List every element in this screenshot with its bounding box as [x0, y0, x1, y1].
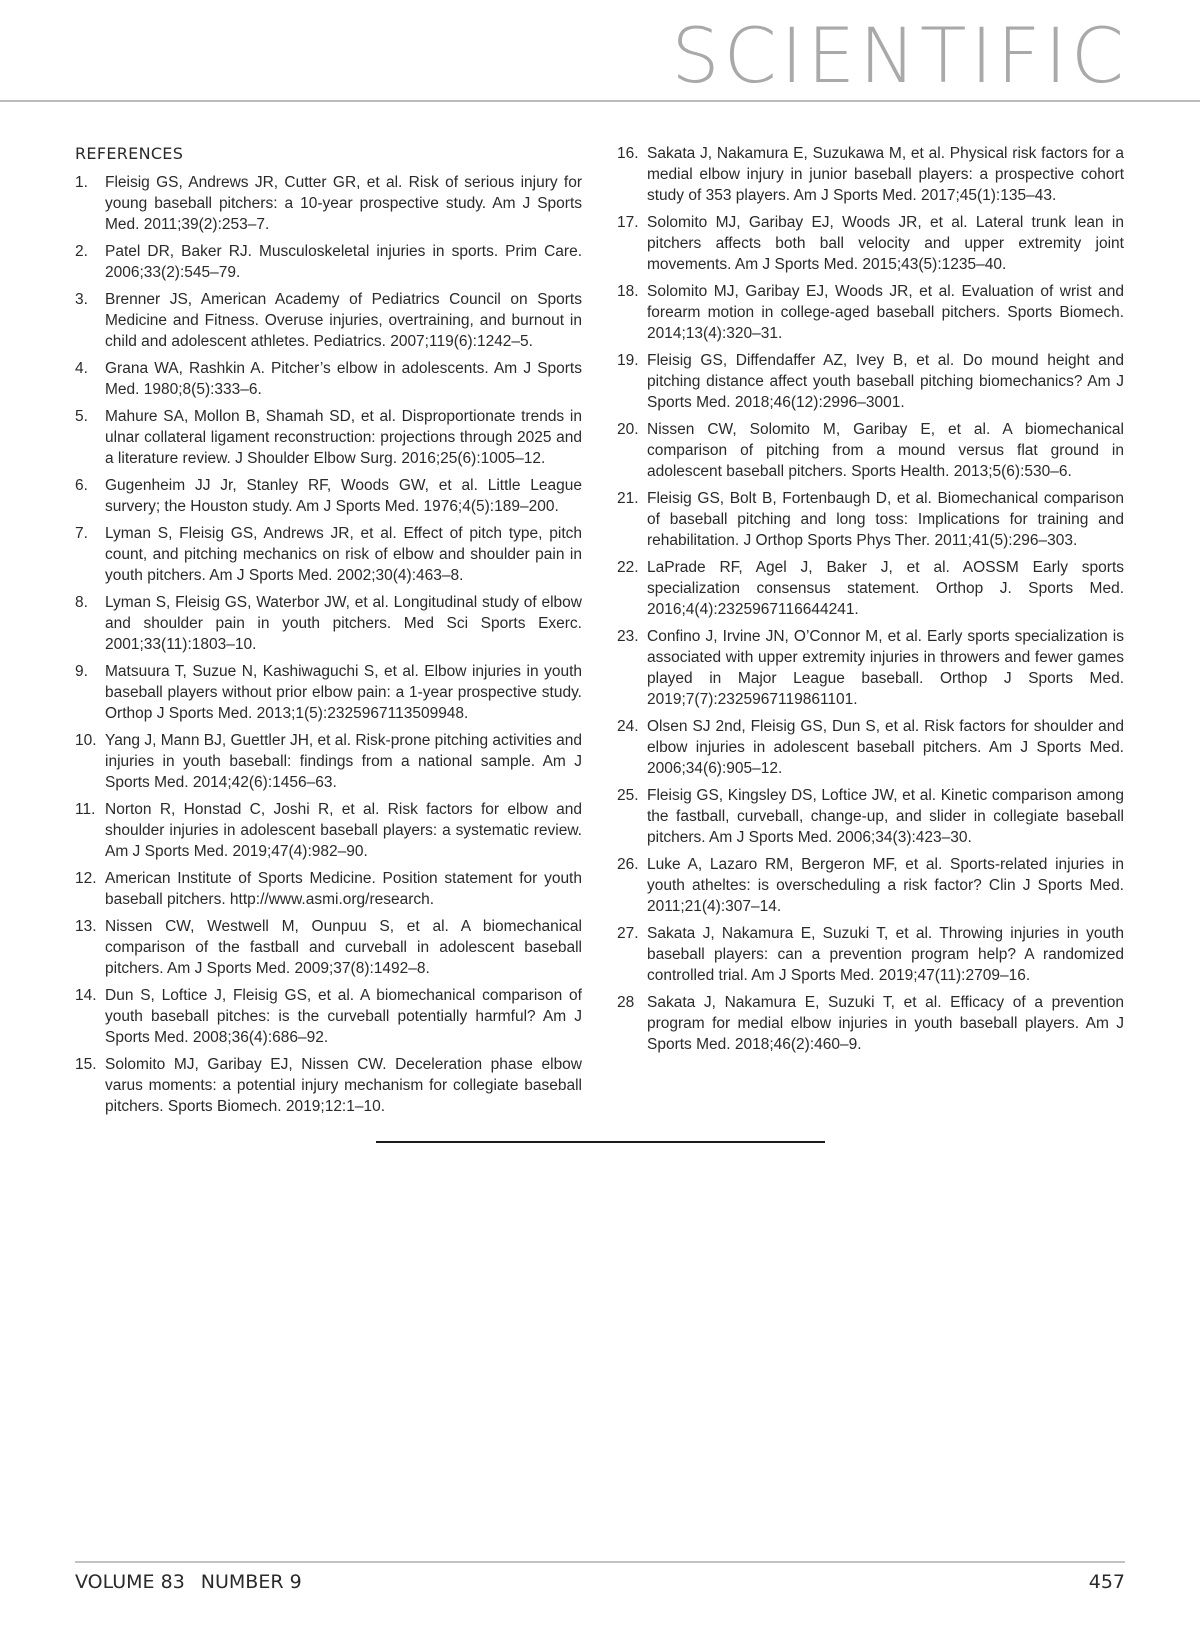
reference-text: Nissen CW, Solomito M, Garibay E, et al. A biomechanical comparison of pitching from a mound versus flat ground in adolescent baseball pitchers. Sports Health. 2013;5(6):530–6.: [647, 421, 1124, 480]
reference-text: Matsuura T, Suzue N, Kashiwaguchi S, et al. Elbow injuries in youth baseball players without prior elbow pain: a 1-year prospective study. Orthop J Sports Med. 2013;1(5):2325967113509948.: [105, 663, 582, 722]
reference-text: Gugenheim JJ Jr, Stanley RF, Woods GW, et al. Little League survery; the Houston study. Am J Sports Med. 1976;4(5):189–200.: [105, 477, 582, 515]
reference-text: Fleisig GS, Kingsley DS, Loftice JW, et al. Kinetic comparison among the fastball, curveball, change-up, and slider in collegiate baseball pitchers. Am J Sports Med. 2006;34(3):423–30.: [647, 787, 1124, 846]
reference-number: 16.: [617, 145, 639, 162]
reference-item: [617, 488, 1124, 551]
reference-text: Lyman S, Fleisig GS, Andrews JR, et al. Effect of pitch type, pitch count, and pitching mechanics on risk of elbow and shoulder pain in youth pitchers. Am J Sports Med. 2002;30(4):463–8.: [105, 525, 582, 584]
reference-text: Brenner JS, American Academy of Pediatrics Council on Sports Medicine and Fitness. Overuse injuries, overtraining, and burnout in child and adolescent athletes. Pediatrics. 2007;119(6):1242–5.: [105, 291, 582, 350]
reference-number: 23.: [617, 628, 639, 645]
reference-list-left: [75, 172, 582, 1117]
reference-number: 12.: [75, 870, 97, 887]
reference-text: Norton R, Honstad C, Joshi R, et al. Risk factors for elbow and shoulder injuries in adolescent baseball players: a systematic review. Am J Sports Med. 2019;47(4):982–90.: [105, 801, 582, 860]
reference-number: 2.: [75, 243, 88, 260]
references-heading: REFERENCES: [75, 144, 184, 163]
reference-text: Fleisig GS, Diffendaffer AZ, Ivey B, et al. Do mound height and pitching distance affect youth baseball pitching biomechanics? Am J Sports Med. 2018;46(12):2996–3001.: [647, 352, 1124, 411]
page-number: 457: [1088, 1571, 1125, 1593]
reference-text: Dun S, Loftice J, Fleisig GS, et al. A biomechanical comparison of youth baseball pitches: is the curveball potentially harmful? Am J Sports Med. 2008;36(4):686–92.: [105, 987, 582, 1046]
reference-number: 28: [617, 994, 635, 1011]
reference-number: 1.: [75, 174, 88, 191]
reference-text: Fleisig GS, Andrews JR, Cutter GR, et al. Risk of serious injury for young baseball pitchers: a 10-year prospective study. Am J Sports Med. 2011;39(2):253–7.: [105, 174, 582, 233]
reference-number: 24.: [617, 718, 639, 735]
reference-text: Confino J, Irvine JN, O’Connor M, et al. Early sports specialization is associated with upper extremity injuries in throwers and fewer games played in Major League baseball. Orthop J Sports Med. 2019;7(7):2325967119861101.: [647, 628, 1124, 708]
reference-number: 21.: [617, 490, 639, 507]
reference-item: [617, 923, 1124, 986]
reference-number: 17.: [617, 214, 639, 231]
reference-item: [617, 854, 1124, 917]
reference-number: 26.: [617, 856, 639, 873]
reference-text: Sakata J, Nakamura E, Suzuki T, et al. Efficacy of a prevention program for medial elbow injuries in youth baseball players. Am J Sports Med. 2018;46(2):460–9.: [647, 994, 1124, 1053]
reference-item: [75, 1054, 582, 1117]
reference-number: 18.: [617, 283, 639, 300]
reference-text: Yang J, Mann BJ, Guettler JH, et al. Risk-prone pitching activities and injuries in youth baseball: findings from a national sample. Am J Sports Med. 2014;42(6):1456–63.: [105, 732, 582, 791]
reference-number: 22.: [617, 559, 639, 576]
reference-number: 11.: [75, 801, 96, 818]
reference-number: 3.: [75, 291, 88, 308]
reference-text: Solomito MJ, Garibay EJ, Woods JR, et al. Evaluation of wrist and forearm motion in college-aged baseball pitchers. Sports Biomech. 2014;13(4):320–31.: [647, 283, 1124, 342]
reference-text: Solomito MJ, Garibay EJ, Woods JR, et al. Lateral trunk lean in pitchers affects both ball velocity and upper extremity joint movements. Am J Sports Med. 2015;43(5):1235–40.: [647, 214, 1124, 273]
reference-number: 8.: [75, 594, 88, 611]
reference-number: 4.: [75, 360, 88, 377]
reference-item: [75, 358, 582, 400]
reference-text: Mahure SA, Mollon B, Shamah SD, et al. Disproportionate trends in ulnar collateral ligament reconstruction: projections through 2025 and a literature review. J Shoulder Elbow Surg. 2016;25(6):1005–12.: [105, 408, 582, 467]
reference-text: Sakata J, Nakamura E, Suzukawa M, et al. Physical risk factors for a medial elbow injury in junior baseball players: a prospective cohort study of 353 players. Am J Sports Med. 2017;45(1):135–43.: [647, 145, 1124, 204]
reference-item: [617, 419, 1124, 482]
reference-text: Olsen SJ 2nd, Fleisig GS, Dun S, et al. Risk factors for shoulder and elbow injuries in adolescent baseball pitchers. Am J Sports Med. 2006;34(6):905–12.: [647, 718, 1124, 777]
reference-number: 25.: [617, 787, 639, 804]
reference-text: Patel DR, Baker RJ. Musculoskeletal injuries in sports. Prim Care. 2006;33(2):545–79.: [105, 243, 582, 281]
reference-item: [75, 730, 582, 793]
reference-number: 10.: [75, 732, 97, 749]
reference-text: Nissen CW, Westwell M, Ounpuu S, et al. A biomechanical comparison of the fastball and curveball in adolescent baseball pitchers. Am J Sports Med. 2009;37(8):1492–8.: [105, 918, 582, 977]
reference-text: Sakata J, Nakamura E, Suzuki T, et al. Throwing injuries in youth baseball players: can a prevention program help? A randomized controlled trial. Am J Sports Med. 2019;47(11):2709–16.: [647, 925, 1124, 984]
reference-number: 20.: [617, 421, 639, 438]
reference-item: [75, 241, 582, 283]
reference-number: 14.: [75, 987, 97, 1004]
footer-divider: [75, 1561, 1125, 1563]
reference-text: Fleisig GS, Bolt B, Fortenbaugh D, et al. Biomechanical comparison of baseball pitching and long toss: Implications for training and rehabilitation. J Orthop Sports Phys Ther. 2011;41(5):296–303.: [647, 490, 1124, 549]
reference-number: 13.: [75, 918, 97, 935]
reference-item: [617, 785, 1124, 848]
reference-item: [75, 799, 582, 862]
reference-item: [617, 992, 1124, 1055]
reference-text: American Institute of Sports Medicine. Position statement for youth baseball pitchers. http://www.asmi.org/research.: [105, 870, 582, 908]
references-column-right: [617, 143, 1124, 1061]
section-title: SCIENTIFIC: [671, 11, 1128, 100]
reference-text: Lyman S, Fleisig GS, Waterbor JW, et al. Longitudinal study of elbow and shoulder pain in youth pitchers. Med Sci Sports Exerc. 2001;33(11):1803–10.: [105, 594, 582, 653]
reference-number: 7.: [75, 525, 88, 542]
reference-item: [617, 716, 1124, 779]
end-of-article-rule: [376, 1141, 825, 1143]
reference-item: [75, 985, 582, 1048]
reference-item: [617, 143, 1124, 206]
reference-item: [75, 661, 582, 724]
reference-item: [617, 626, 1124, 710]
reference-list-right: [617, 143, 1124, 1055]
reference-item: [617, 281, 1124, 344]
reference-number: 6.: [75, 477, 88, 494]
reference-item: [75, 523, 582, 586]
reference-item: [75, 475, 582, 517]
reference-text: Luke A, Lazaro RM, Bergeron MF, et al. Sports-related injuries in youth atheltes: is overscheduling a risk factor? Clin J Sports Med. 2011;21(4):307–14.: [647, 856, 1124, 915]
reference-text: LaPrade RF, Agel J, Baker J, et al. AOSSM Early sports specialization consensus statement. Orthop J. Sports Med. 2016;4(4):2325967116644241.: [647, 559, 1124, 618]
footer-volume: VOLUME 83: [75, 1571, 185, 1593]
footer-number: NUMBER 9: [200, 1571, 302, 1593]
reference-number: 5.: [75, 408, 88, 425]
reference-item: [617, 212, 1124, 275]
reference-item: [75, 916, 582, 979]
references-column-left: [75, 143, 582, 1123]
reference-item: [75, 406, 582, 469]
reference-item: [75, 172, 582, 235]
header-divider: [0, 100, 1200, 102]
reference-number: 27.: [617, 925, 639, 942]
footer-issue-info: [75, 1570, 302, 1594]
reference-item: [617, 557, 1124, 620]
reference-number: 9.: [75, 663, 88, 680]
reference-item: [75, 592, 582, 655]
reference-number: 19.: [617, 352, 639, 369]
reference-item: [75, 289, 582, 352]
reference-text: Grana WA, Rashkin A. Pitcher’s elbow in adolescents. Am J Sports Med. 1980;8(5):333–6.: [105, 360, 582, 398]
reference-item: [617, 350, 1124, 413]
reference-item: [75, 868, 582, 910]
reference-text: Solomito MJ, Garibay EJ, Nissen CW. Deceleration phase elbow varus moments: a potential injury mechanism for collegiate baseball pitchers. Sports Biomech. 2019;12:1–10.: [105, 1056, 582, 1115]
reference-number: 15.: [75, 1056, 97, 1073]
